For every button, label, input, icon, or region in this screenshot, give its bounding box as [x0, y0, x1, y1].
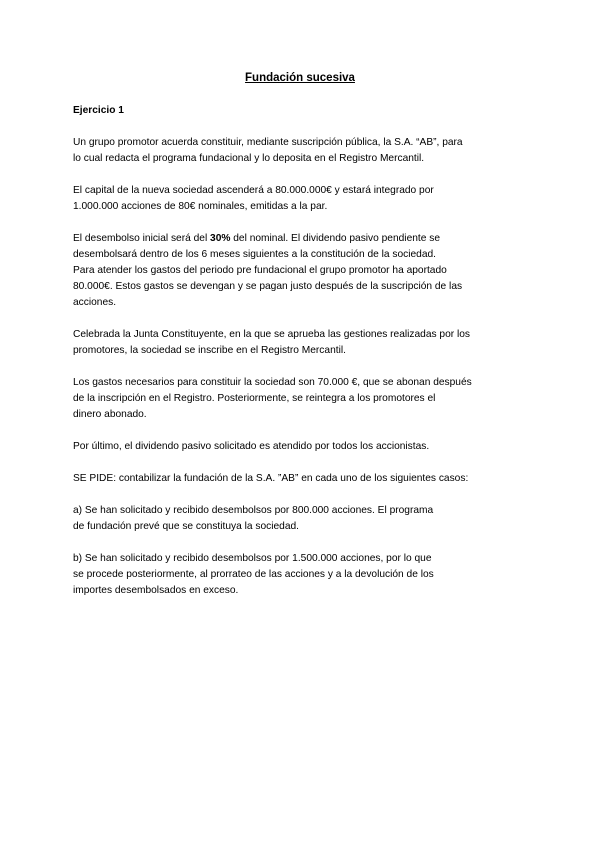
- percentage-bold: 30%: [210, 233, 231, 244]
- text-line: 1.000.000 acciones de 80€ nominales, emitidas a la par.: [73, 201, 328, 212]
- paragraph-dividendo: [73, 439, 533, 455]
- document-body: [73, 103, 533, 615]
- text-line: dinero abonado.: [73, 409, 147, 420]
- text-line: acciones.: [73, 297, 117, 308]
- document-title: Fundación sucesiva: [245, 72, 355, 84]
- exercise-heading: Ejercicio 1: [73, 105, 124, 116]
- text-line: del nominal. El dividendo pasivo pendiente se: [230, 233, 440, 244]
- text-line: SE PIDE: contabilizar la fundación de la S.A. ”AB” en cada uno de los siguientes casos:: [73, 473, 469, 484]
- text-line: El desembolso inicial será del: [73, 233, 211, 244]
- text-line: promotores, la sociedad se inscribe en el Registro Mercantil.: [73, 345, 346, 356]
- text-line: de fundación prevé que se constituya la sociedad.: [73, 521, 299, 532]
- paragraph-gastos: [73, 375, 533, 423]
- paragraph-intro: [73, 135, 533, 167]
- text-line: a) Se han solicitado y recibido desembolsos por 800.000 acciones. El programa: [73, 505, 434, 516]
- text-line: lo cual redacta el programa fundacional y lo deposita en el Registro Mercantil.: [73, 153, 425, 164]
- text-line: se procede posteriormente, al prorrateo de las acciones y a la devolución de los: [73, 569, 434, 580]
- text-line: Los gastos necesarios para constituir la sociedad son 70.000 €, que se abonan después: [73, 377, 472, 388]
- text-line: Por último, el dividendo pasivo solicitado es atendido por todos los accionistas.: [73, 441, 430, 452]
- text-line: de la inscripción en el Registro. Posteriormente, se reintegra a los promotores el: [73, 393, 436, 404]
- case-b: [73, 551, 533, 599]
- text-line: El capital de la nueva sociedad ascenderá a 80.000.000€ y estará integrado por: [73, 185, 434, 196]
- text-line: 80.000€. Estos gastos se devengan y se pagan justo después de la suscripción de las: [73, 281, 463, 292]
- text-line: b) Se han solicitado y recibido desembolsos por 1.500.000 acciones, por lo que: [73, 553, 432, 564]
- text-line: Celebrada la Junta Constituyente, en la que se aprueba las gestiones realizadas por los: [73, 329, 470, 340]
- text-line: desembolsará dentro de los 6 meses siguientes a la constitución de la sociedad.: [73, 249, 437, 260]
- text-line: importes desembolsados en exceso.: [73, 585, 239, 596]
- text-line: Para atender los gastos del periodo pre fundacional el grupo promotor ha aportado: [73, 265, 447, 276]
- text-line: Un grupo promotor acuerda constituir, mediante suscripción pública, la S.A. “AB”, para: [73, 137, 463, 148]
- case-a: [73, 503, 533, 535]
- paragraph-se-pide: [73, 471, 533, 487]
- paragraph-capital: [73, 183, 533, 215]
- paragraph-desembolso: [73, 231, 533, 311]
- paragraph-junta: [73, 327, 533, 359]
